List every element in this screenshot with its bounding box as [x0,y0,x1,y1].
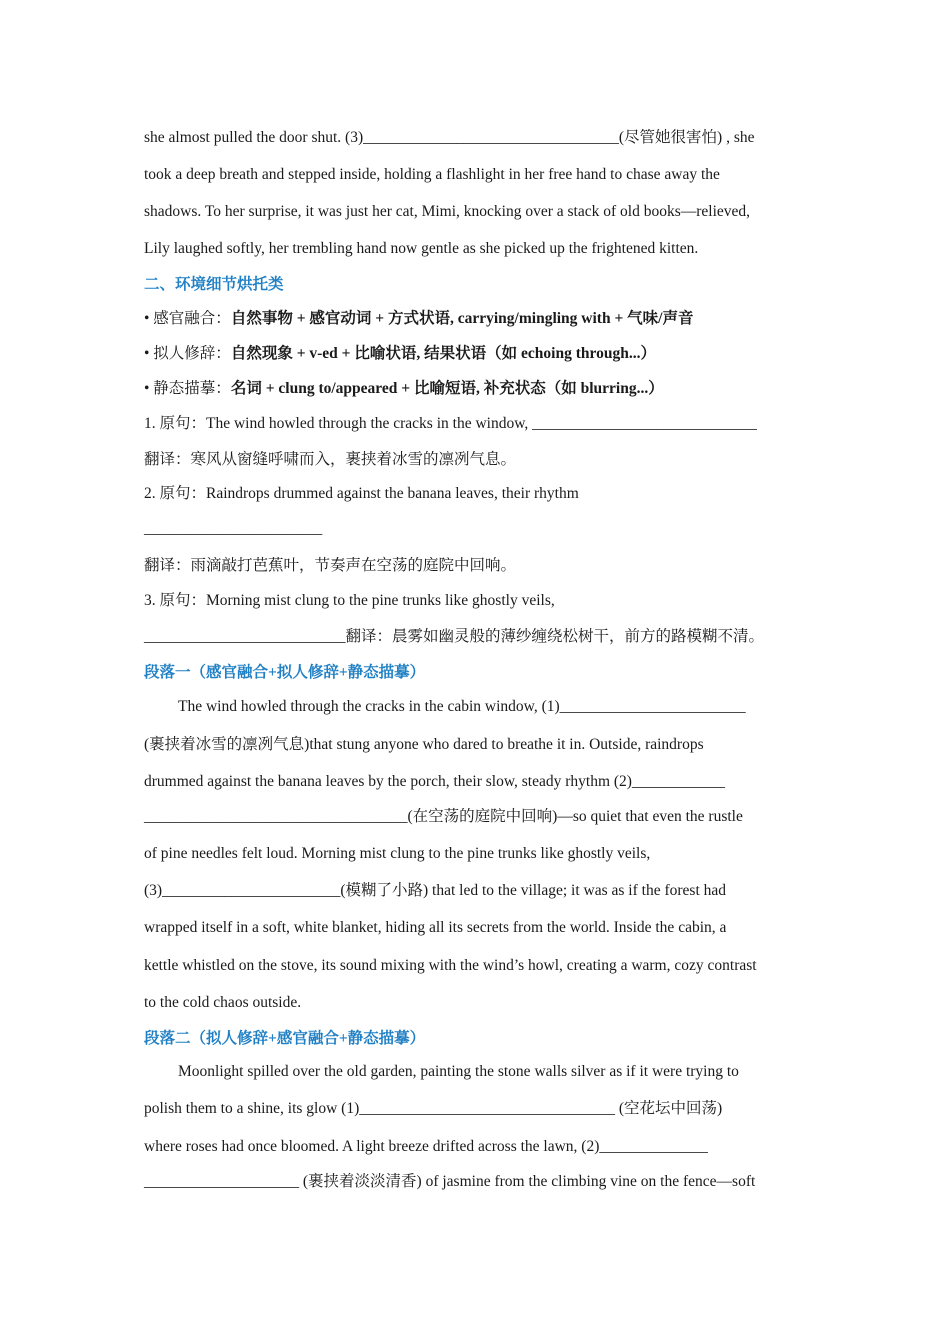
text-line: where roses had once bloomed. A light breeze drifted across the lawn, (2)______________ [144,1138,708,1155]
text-line: __________________________________(在空荡的庭院中回响)—so quiet that even the rustle [144,808,743,825]
paragraph-heading: 段落二（拟人修辞+感官融合+静态描摹） [144,1030,426,1047]
text-line: (裹挟着冰雪的凛冽气息)that stung anyone who dared to breathe it in. Outside, raindrops [144,736,704,753]
example-sentence: 1. 原句：The wind howled through the cracks in the window, _____________________________ [144,415,757,432]
bullet-formula: 名词 + clung to/appeared + 比喻短语, 补充状态（如 blurring...） [230,380,664,397]
section-heading: 二、环境细节烘托类 [144,276,284,293]
text-line: shadows. To her surprise, it was just her cat, Mimi, knocking over a stack of old books—relieved, [144,203,751,220]
example-translation: 翻译：寒风从窗缝呼啸而入，裹挟着冰雪的凛冽气息。 [144,451,517,468]
bullet-formula: 自然现象 + v-ed + 比喻状语, 结果状语（如 echoing through...） [230,345,656,362]
text-line: polish them to a shine, its glow (1)_________________________________ (空花坛中回荡) [144,1100,723,1117]
text-line: Lily laughed softly, her trembling hand now gentle as she picked up the frightened kitten. [144,240,699,257]
text-line: she almost pulled the door shut. (3)_________________________________(尽管她很害怕) , she [144,129,755,146]
text-line: (3)_______________________(模糊了小路) that led to the village; it was as if the forest had [144,882,727,899]
answer-blank: _______________________ [144,520,323,537]
bullet-label: • 静态描摹： [144,380,231,397]
example-translation: __________________________翻译：晨雾如幽灵般的薄纱缠绕松树干，前方的路模糊不清。 [144,628,765,645]
example-sentence: 3. 原句：Morning mist clung to the pine trunks like ghostly veils, [144,592,555,609]
text-line: Moonlight spilled over the old garden, painting the stone walls silver as if it were trying to [178,1063,739,1080]
example-translation: 翻译：雨滴敲打芭蕉叶，节奏声在空荡的庭院中回响。 [144,557,517,574]
bullet-item [144,309,693,329]
text-line: of pine needles felt loud. Morning mist clung to the pine trunks like ghostly veils, [144,845,651,862]
text-line: drummed against the banana leaves by the porch, their slow, steady rhythm (2)____________ [144,773,725,790]
text-line: kettle whistled on the stove, its sound mixing with the wind’s howl, creating a warm, cozy contrast [144,957,757,974]
example-sentence: 2. 原句：Raindrops drummed against the banana leaves, their rhythm [144,485,579,502]
text-line: ____________________ (裹挟着淡淡清香) of jasmine from the climbing vine on the fence—soft [144,1173,756,1190]
text-line: The wind howled through the cracks in the cabin window, (1)________________________ [178,698,746,715]
text-line: took a deep breath and stepped inside, holding a flashlight in her free hand to chase away the [144,166,720,183]
bullet-label: • 拟人修辞： [144,345,231,362]
paragraph-heading: 段落一（感官融合+拟人修辞+静态描摹） [144,664,426,681]
bullet-item [144,344,656,364]
bullet-label: • 感官融合： [144,310,231,327]
text-line: to the cold chaos outside. [144,994,302,1011]
text-line: wrapped itself in a soft, white blanket, hiding all its secrets from the world. Inside the cabin, a [144,919,727,936]
bullet-formula: 自然事物 + 感官动词 + 方式状语, carrying/mingling with + 气味/声音 [230,310,694,327]
bullet-item [144,379,664,399]
